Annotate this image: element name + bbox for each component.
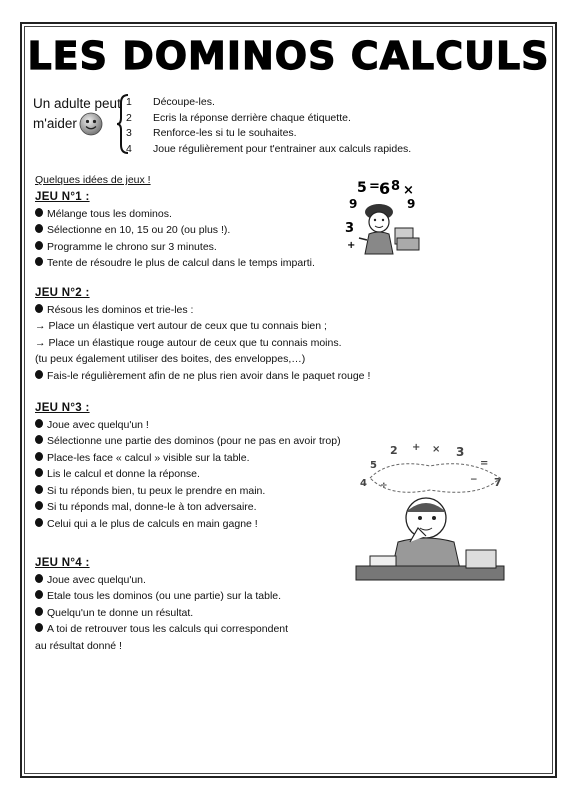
thinking-kid-illustration — [350, 438, 510, 588]
game-line — [35, 433, 341, 450]
game-block — [35, 189, 315, 272]
svg-text:+: + — [412, 442, 421, 453]
bullet-icon — [35, 485, 43, 494]
game-line-text: Si tu réponds mal, donne-le à ton adversaire. — [47, 501, 257, 513]
svg-text:6: 6 — [379, 179, 391, 198]
game-line — [35, 450, 341, 467]
game-line — [35, 417, 341, 434]
game-line-text: Mélange tous les dominos. — [47, 207, 172, 220]
game-line — [35, 206, 315, 223]
svg-text:9: 9 — [349, 197, 358, 211]
game-line-text: Celui qui a le plus de calculs en main gagne ! — [47, 517, 258, 530]
game-line-text: au résultat donné ! — [35, 639, 122, 652]
game-line-text: (tu peux également utiliser des boites, des enveloppes,…) — [35, 353, 306, 365]
svg-text:+: + — [347, 240, 356, 251]
svg-text:×: × — [403, 183, 414, 198]
bullet-icon — [35, 419, 43, 428]
game-block — [35, 555, 288, 654]
game-title: JEU N°2 : — [35, 287, 90, 299]
game-line — [35, 588, 288, 605]
step-text: Renforce-les si tu le souhaites. — [153, 127, 297, 139]
step-item — [126, 126, 411, 142]
intro-heading: Quelques idées de jeux ! — [35, 174, 151, 186]
game-line — [35, 368, 370, 385]
game-line-text: Si tu réponds bien, tu peux le prendre en main. — [47, 484, 266, 497]
bullet-icon — [35, 241, 43, 250]
bullet-icon — [35, 224, 43, 233]
step-text: Ecris la réponse derrière chaque étiquette. — [153, 111, 351, 124]
svg-text:3: 3 — [456, 445, 465, 459]
game-line-text: Etale tous les dominos (ou une partie) sur la table. — [47, 590, 282, 602]
page-title: LES DOMINOS CALCULS — [27, 34, 550, 78]
svg-text:3: 3 — [345, 221, 355, 236]
game-line-text: Lis le calcul et donne la réponse. — [47, 468, 200, 480]
game-line — [35, 239, 315, 256]
game-line — [35, 572, 288, 589]
svg-text:4: 4 — [360, 478, 367, 489]
game-line-text: Fais-le régulièrement afin de ne plus rien avoir dans le paquet rouge ! — [47, 369, 371, 382]
game-line-text: Place un élastique rouge autour de ceux que tu connais moins. — [48, 336, 342, 349]
game-block — [35, 400, 341, 532]
game-line-text: Sélectionne en 10, 15 ou 20 (ou plus !). — [47, 224, 231, 236]
game-line — [35, 222, 315, 239]
step-number: 4 — [126, 142, 132, 155]
svg-text:×: × — [432, 444, 441, 455]
bullet-icon — [35, 574, 43, 583]
game-line — [35, 638, 288, 655]
game-line-text: Place-les face « calcul » visible sur la table. — [47, 451, 250, 464]
game-line — [35, 335, 370, 352]
game-line-text: Tente de résoudre le plus de calcul dans le temps imparti. — [47, 257, 315, 269]
game-line — [35, 516, 341, 533]
svg-text:÷: ÷ — [380, 481, 388, 491]
game-line — [35, 351, 370, 368]
game-line — [35, 605, 288, 622]
step-item — [126, 111, 411, 127]
svg-text:5: 5 — [370, 460, 377, 471]
bullet-icon — [35, 304, 43, 313]
game-line-text: Place un élastique vert autour de ceux que tu connais bien ; — [48, 320, 327, 332]
game-line-text: Sélectionne une partie des dominos (pour ne pas en avoir trop) — [47, 435, 341, 447]
step-number: 3 — [126, 127, 132, 139]
step-text: Joue régulièrement pour t'entrainer aux calculs rapides. — [153, 142, 412, 155]
step-text: Découpe-les. — [153, 96, 215, 108]
svg-text:=: = — [369, 179, 380, 194]
bullet-icon — [35, 518, 43, 527]
svg-text:5: 5 — [357, 180, 367, 196]
bullet-icon — [35, 370, 43, 379]
step-number: 1 — [126, 96, 132, 108]
game-block — [35, 285, 370, 384]
game-title: JEU N°4 : — [35, 557, 90, 569]
game-line-text: A toi de retrouver tous les calculs qui correspondent — [47, 623, 289, 635]
step-number: 2 — [126, 111, 132, 124]
svg-text:9: 9 — [407, 197, 416, 211]
helper-line2: m'aider — [33, 116, 77, 131]
bullet-icon — [35, 623, 43, 632]
steps-list — [126, 95, 411, 157]
bullet-icon — [35, 607, 43, 616]
bullet-icon — [35, 501, 43, 510]
game-title: JEU N°3 : — [35, 402, 90, 414]
arrow-icon: → — [35, 336, 46, 349]
bullet-icon — [35, 468, 43, 477]
game-line — [35, 621, 288, 638]
helper-note — [33, 94, 121, 134]
game-line-text: Joue avec quelqu'un ! — [47, 418, 149, 431]
helper-line1: Un adulte peut — [33, 96, 121, 111]
game-line — [35, 318, 370, 335]
game-line — [35, 483, 341, 500]
bullet-icon — [35, 590, 43, 599]
svg-text:=: = — [480, 458, 489, 469]
svg-text:−: − — [470, 475, 478, 485]
bullet-icon — [35, 435, 43, 444]
bullet-icon — [35, 452, 43, 461]
svg-text:2: 2 — [390, 444, 398, 457]
game-line — [35, 255, 315, 272]
game-line-text: Programme le chrono sur 3 minutes. — [47, 240, 217, 253]
step-item — [126, 95, 411, 111]
arrow-icon: → — [35, 320, 46, 332]
game-line — [35, 466, 341, 483]
game-line-text: Résous les dominos et trie-les : — [47, 303, 194, 316]
game-line — [35, 302, 370, 319]
math-kid-illustration — [343, 176, 421, 258]
game-line-text: Quelqu'un te donne un résultat. — [47, 606, 194, 619]
game-line-text: Joue avec quelqu'un. — [47, 573, 146, 586]
smiley-icon — [79, 112, 103, 136]
game-title: JEU N°1 : — [35, 191, 90, 203]
bullet-icon — [35, 208, 43, 217]
bullet-icon — [35, 257, 43, 266]
step-item — [126, 142, 411, 158]
svg-text:7: 7 — [494, 476, 502, 489]
svg-text:8: 8 — [391, 179, 401, 194]
game-line — [35, 499, 341, 516]
